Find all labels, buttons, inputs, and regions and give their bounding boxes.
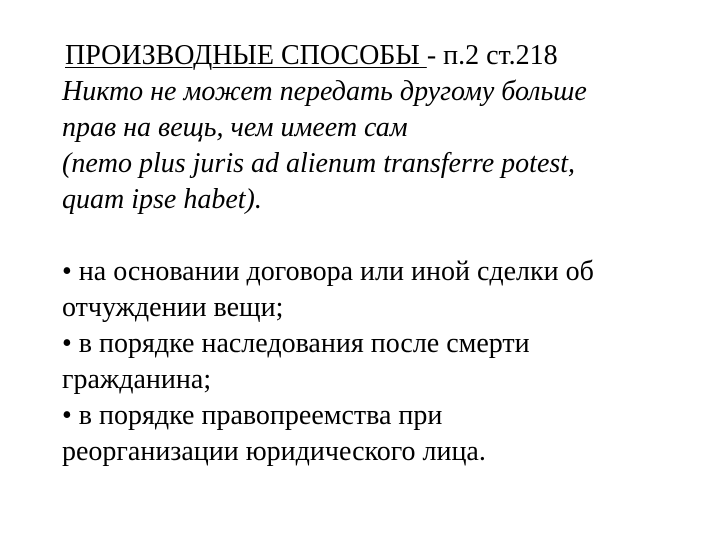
slide-content — [62, 38, 702, 470]
heading-title: ПРОИЗВОДНЫЕ СПОСОБЫ — [65, 40, 427, 71]
maxim-line: quam ipse habet). — [62, 184, 262, 215]
maxim-line: (nemo plus juris ad alienum transferre potest, — [62, 148, 576, 179]
legal-maxim — [62, 74, 702, 218]
maxim-line: прав на вещь, чем имеет сам — [62, 112, 408, 143]
list-item-line: реорганизации юридического лица. — [62, 436, 486, 467]
list-item-line: отчуждении вещи; — [62, 292, 284, 323]
list-item — [62, 326, 702, 398]
ways-list — [62, 254, 702, 470]
slide-heading — [62, 38, 702, 74]
list-item — [62, 254, 702, 326]
list-item-line: • в порядке наследования после смерти — [62, 328, 530, 359]
heading-reference: - п.2 ст.218 — [426, 40, 558, 71]
blank-line — [62, 218, 702, 254]
list-item-line: • в порядке правопреемства при — [62, 400, 443, 431]
list-item — [62, 398, 702, 470]
list-item-line: гражданина; — [62, 364, 212, 395]
maxim-line: Никто не может передать другому больше — [62, 76, 587, 107]
list-item-line: • на основании договора или иной сделки об — [62, 256, 594, 287]
